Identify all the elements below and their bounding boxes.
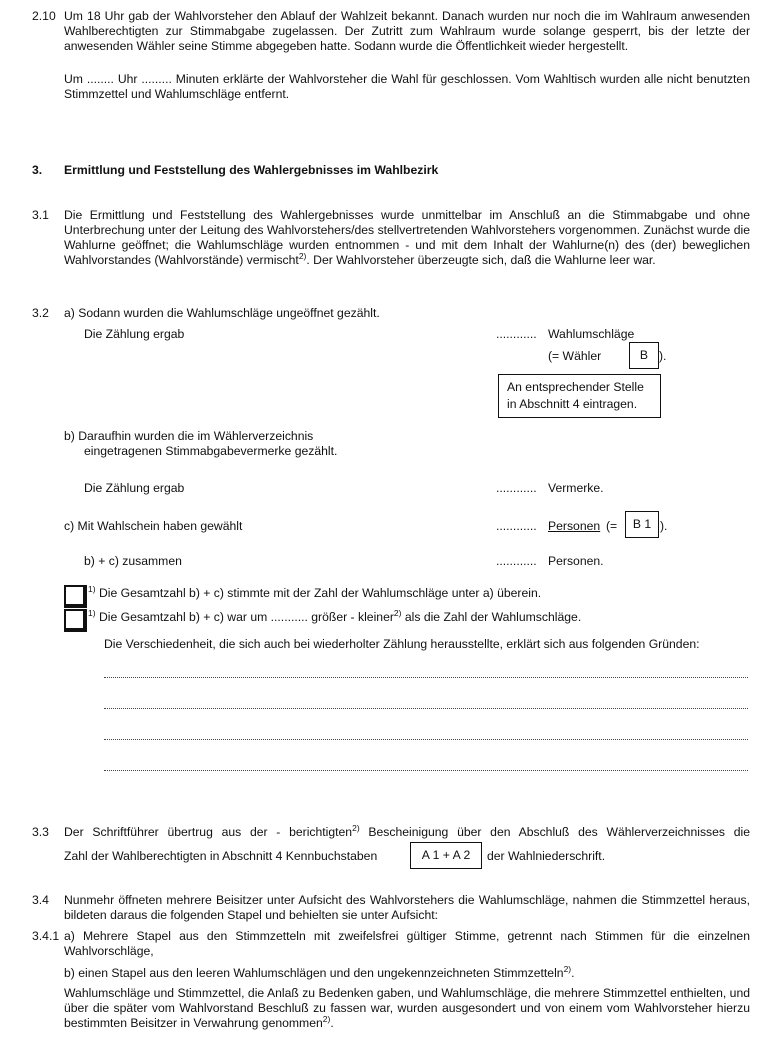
- footnote-ref: 2): [563, 964, 572, 974]
- instruction-note-box: [498, 374, 661, 418]
- section-2-10-paragraph-1: Um 18 Uhr gab der Wahlvorsteher den Ablauf der Wahlzeit bekannt. Danach wurden nur noch die im Wahlraum anwesenden Wahlberechtigten zur Stimmabgabe zugelassen. Der Zutritt zum Wahlraum wurde solange gesperrt, bis der letzte der anwesenden Wähler seine Stimme abgegeben hatte. Sodann wurde die Öffentlichkeit wieder hergestellt.: [64, 9, 750, 53]
- item-c-label: c) Mit Wahlschein haben gewählt: [64, 519, 243, 533]
- item-a-close: ).: [659, 349, 667, 363]
- item-b-result-label: Die Zählung ergab: [84, 481, 185, 495]
- item-b-entry-field[interactable]: ............: [496, 481, 537, 495]
- section-3-4-1-paragraph: [64, 986, 750, 1031]
- item-c-equals: (=: [606, 519, 618, 533]
- section-number-3-1: 3.1: [32, 208, 49, 222]
- instruction-note-line-1: An entsprechender Stelle: [507, 380, 644, 394]
- section-number-3: 3.: [32, 163, 43, 177]
- section-3-4-1-item-a: a) Mehrere Stapel aus den Stimmzetteln mit zweifelsfrei gültiger Stimme, getrennt nach Stimmen für die einzelnen Wahlvorschläge,: [64, 929, 750, 958]
- item-bc-entry-field[interactable]: ............: [496, 554, 537, 568]
- section-2-10-paragraph-2: Um ........ Uhr ......... Minuten erklärte der Wahlvorsteher die Wahl für geschlossen. Vom Wahltisch wurden alle nicht benutzten Stimmzettel und Wahlumschläge entfernt.: [64, 72, 750, 101]
- section-3-4-paragraph: Nunmehr öffneten mehrere Beisitzer unter Aufsicht des Wahlvorstehers die Wahlumschläge, nahmen die Stimmzettel heraus, bildeten daraus die folgenden Stapel und behielten sie unter Aufsicht:: [64, 893, 750, 922]
- footnote-ref: 1): [88, 608, 96, 618]
- item-c-close: ).: [660, 519, 668, 533]
- paragraph-end: .: [330, 1016, 334, 1030]
- item-bc-label: b) + c) zusammen: [84, 554, 182, 568]
- section-3-heading: Ermittlung und Feststellung des Wahlergebnisses im Wahlbezirk: [64, 163, 439, 177]
- section-number-3-3: 3.3: [32, 825, 49, 839]
- section-3-1-text-a: Die Ermittlung und Feststellung des Wahlergebnisses wurde unmittelbar im Anschluß an die Stimmabgabe und ohne Unterbrechung unter der Leitung des Wahlvorstehers/des stellvertretenden Wahlvorstehers vorgenommen. Zunächst wurde die Wahlurne geöffnet; die Wahlumschläge wurden entnommen - und mit dem Inhalt der Wahlurne(n) des (der) beweglichen Wahlvorstandes (Wahlvorstände) vermischt: [64, 208, 750, 267]
- footnote-ref: 2): [393, 608, 402, 618]
- item-a-entry-field[interactable]: ............: [496, 327, 537, 341]
- item-b-text: b) einen Stapel aus den leeren Wahlumschlägen und den ungekennzeichneten Stimmzetteln: [64, 966, 564, 980]
- item-b-line-2: eingetragenen Stimmabgabevermerke gezählt.: [84, 444, 338, 458]
- section-3-1-paragraph: [64, 208, 750, 268]
- reason-line-3[interactable]: [104, 739, 748, 740]
- option-2-label-b: als die Zahl der Wahlumschläge.: [401, 610, 582, 624]
- item-c-entry-field[interactable]: ............: [496, 519, 537, 533]
- footnote-ref: 2): [322, 1014, 331, 1024]
- section-3-1-text-b: . Der Wahlvorsteher überzeugte sich, daß die Wahlurne leer war.: [306, 253, 656, 267]
- footnote-ref: 2): [298, 251, 307, 261]
- option-2-text: [88, 610, 581, 625]
- footnote-ref: 1): [88, 584, 96, 594]
- item-a-label: a) Sodann wurden die Wahlumschläge ungeöffnet gezählt.: [64, 306, 380, 320]
- section-number-3-4: 3.4: [32, 893, 49, 907]
- reason-line-1[interactable]: [104, 677, 748, 678]
- paragraph-text: Wahlumschläge und Stimmzettel, die Anlaß zu Bedenken gaben, und Wahlumschläge, die mehrere Stimmzettel enthielten, und über die später vom Wahlvorstand Beschluß zu fassen war, wurden ausgesondert und von einem vom Wahlvorsteher hierzu bestimmten Beisitzer in Verwahrung genommen: [64, 986, 750, 1030]
- item-a-waehler-label: (= Wähler: [548, 349, 602, 363]
- option-2-label-a: Die Gesamtzahl b) + c) war um ........... größer - kleiner: [98, 610, 394, 624]
- item-b-unit: Vermerke.: [548, 481, 604, 495]
- option-2-checkbox[interactable]: [64, 609, 87, 632]
- section-3-3-text-b: Bescheinigung über den Abschluß des Wählerverzeichnisses die: [359, 825, 750, 839]
- section-3-3-line-2a: Zahl der Wahlberechtigten in Abschnitt 4 Kennbuchstaben: [64, 849, 378, 863]
- footnote-ref: 2): [352, 825, 360, 833]
- reason-label: Die Verschiedenheit, die sich auch bei wiederholter Zählung herausstellte, erklärt sich aus folgenden Gründen:: [104, 637, 700, 651]
- option-1-label: Die Gesamtzahl b) + c) stimmte mit der Zahl der Wahlumschläge unter a) überein.: [98, 586, 542, 600]
- reason-line-2[interactable]: [104, 708, 748, 709]
- item-c-unit: Personen: [548, 519, 601, 533]
- option-1-checkbox[interactable]: [64, 585, 87, 608]
- item-bc-unit: Personen.: [548, 554, 604, 568]
- item-b-end: .: [571, 966, 575, 980]
- section-number-2-10: 2.10: [32, 9, 56, 23]
- code-box-b: B: [629, 342, 659, 369]
- section-3-3-line-1: [64, 825, 750, 840]
- reason-line-4[interactable]: [104, 770, 748, 771]
- instruction-note-line-2: in Abschnitt 4 eintragen.: [507, 397, 638, 411]
- section-number-3-2: 3.2: [32, 306, 49, 320]
- item-a-unit: Wahlumschläge: [548, 327, 635, 341]
- section-3-3-text-a: Der Schriftführer übertrug aus der - berichtigten: [64, 825, 353, 839]
- section-number-3-4-1: 3.4.1: [32, 929, 60, 943]
- section-3-4-1-item-b: [64, 966, 575, 981]
- item-b-line-1: b) Daraufhin wurden die im Wählerverzeichnis: [64, 429, 314, 443]
- option-1-text: [88, 586, 541, 601]
- section-3-3-line-2b: der Wahlniederschrift.: [487, 849, 606, 863]
- item-a-result-label: Die Zählung ergab: [84, 327, 185, 341]
- code-box-a1-a2: A 1 + A 2: [410, 842, 482, 869]
- code-box-b1: B 1: [625, 511, 659, 538]
